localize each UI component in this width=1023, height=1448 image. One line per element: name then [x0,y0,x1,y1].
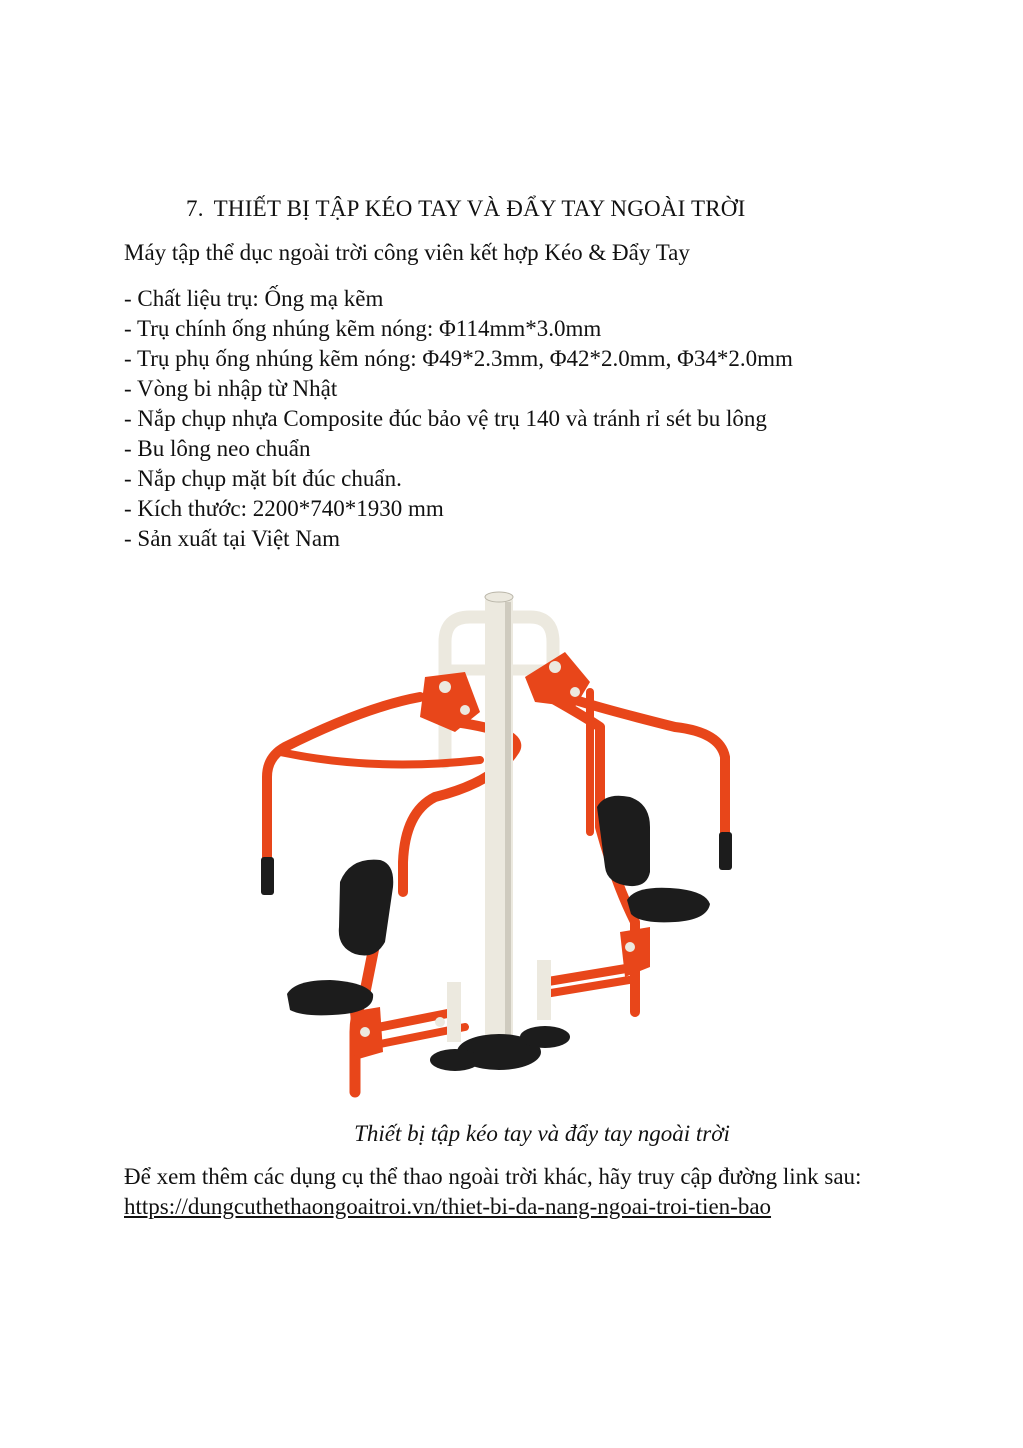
spec-item: - Trụ chính ống nhúng kẽm nóng: Φ114mm*3.0mm [124,316,602,341]
bolt [549,661,561,673]
section-heading [186,196,745,222]
spec-item: - Kích thước: 2200*740*1930 mm [124,496,444,521]
right-seat [627,888,710,923]
bolt [439,681,451,693]
bolt [360,1027,370,1037]
bolt [570,687,580,697]
right-lower-bracket [620,927,650,977]
intro-paragraph: Máy tập thể dục ngoài trời công viên kết hợp Kéo & Đẩy Tay [124,240,690,265]
left-base [430,1049,480,1071]
bolt [625,942,635,952]
section-title: THIẾT BỊ TẬP KÉO TAY VÀ ĐẨY TAY NGOÀI TRỜI [213,196,746,221]
left-post [447,982,461,1042]
figure-caption: Thiết bị tập kéo tay và đẩy tay ngoài trời [354,1121,730,1146]
left-grip [261,857,274,895]
bolt [460,705,470,715]
spec-list [124,284,793,554]
left-backrest [339,860,393,956]
more-info-text: Để xem thêm các dụng cụ thể thao ngoài trời khác, hãy truy cập đường link sau: [124,1164,862,1189]
right-base [520,1026,570,1048]
spec-item: - Sản xuất tại Việt Nam [124,526,341,551]
spec-item: - Nắp chụp mặt bít đúc chuẩn. [124,466,402,491]
right-backrest [597,796,650,886]
spec-item: - Chất liệu trụ: Ống mạ kẽm [124,286,384,311]
product-link[interactable]: https://dungcuthethaongoaitroi.vn/thiet-bi-da-nang-ngoai-troi-tien-bao [124,1194,772,1219]
right-post [537,960,551,1020]
pole-shade [505,602,511,1047]
left-arm-outer [267,697,420,862]
section-number: 7. [186,196,204,221]
spec-item: - Nắp chụp nhựa Composite đúc bảo vệ trụ 140 và tránh rỉ sét bu lông [124,406,767,431]
spec-item: - Bu lông neo chuẩn [124,436,311,461]
right-grip [719,832,732,870]
spec-item: - Vòng bi nhập từ Nhật [124,376,338,401]
equipment-illustration [255,582,735,1112]
left-seat [287,980,373,1015]
spec-item: - Trụ phụ ống nhúng kẽm nóng: Φ49*2.3mm, Φ42*2.0mm, Φ34*2.0mm [124,346,793,371]
bolt [435,1017,445,1027]
main-pole-top [485,592,513,602]
